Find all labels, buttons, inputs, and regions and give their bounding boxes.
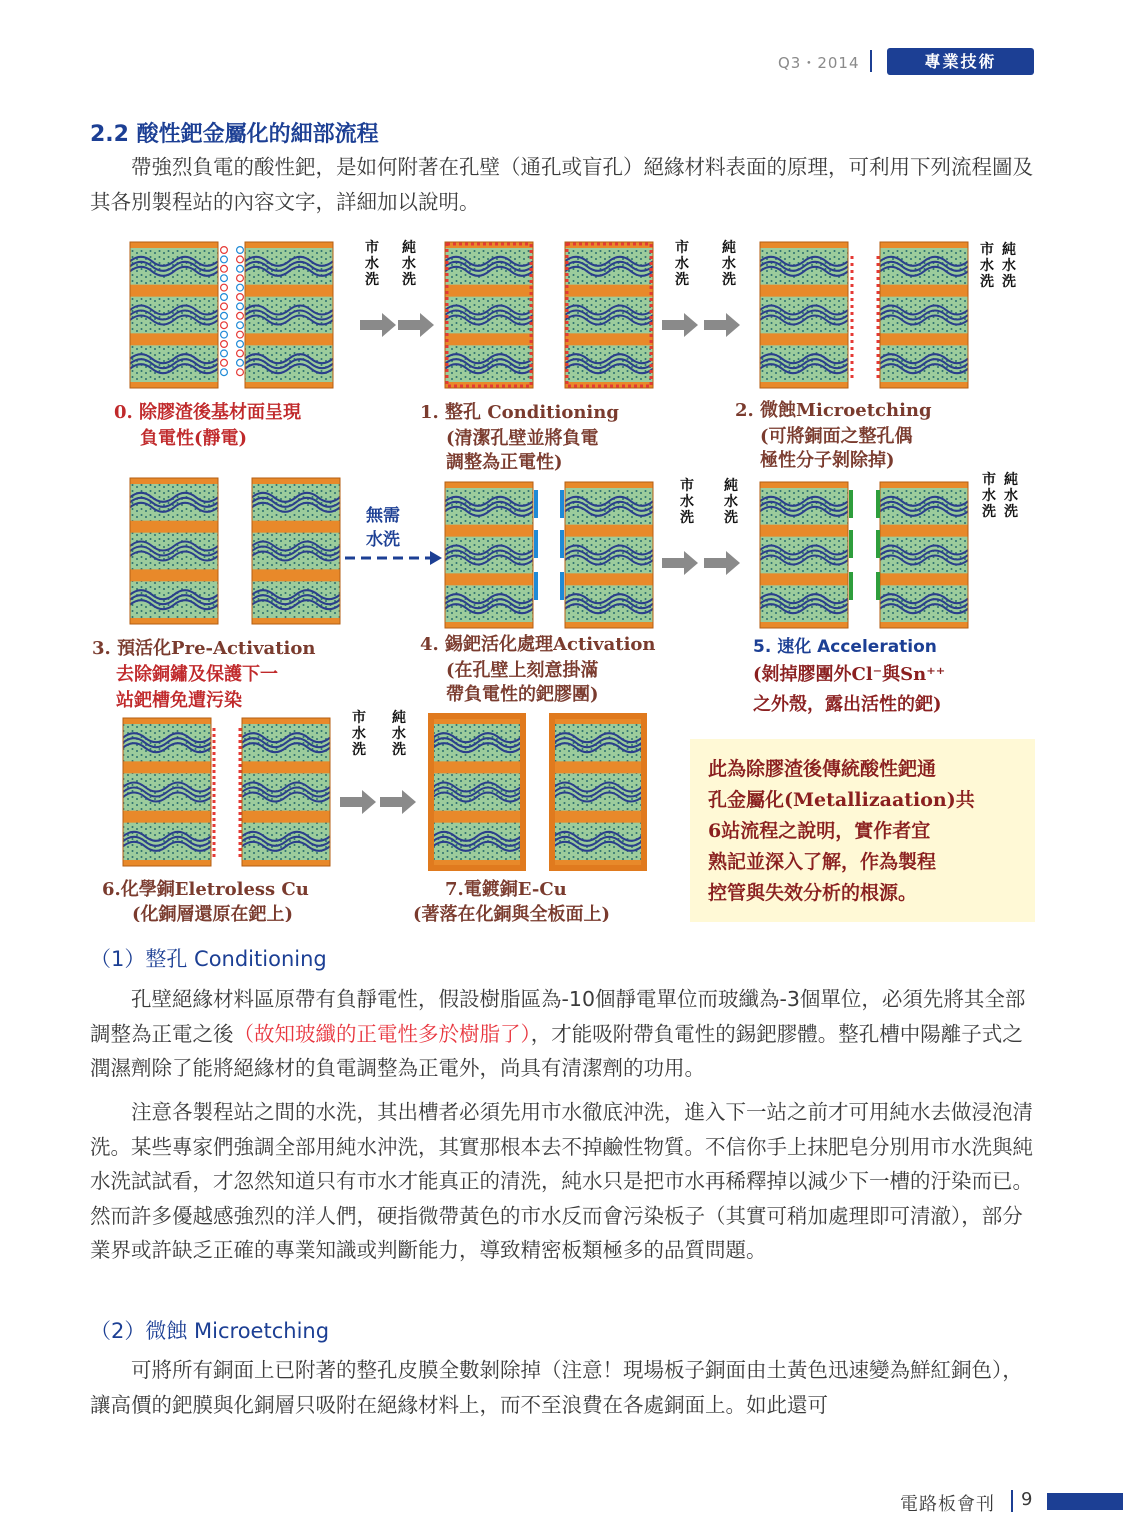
board-r2-1 (130, 478, 218, 624)
process-flow-figure (90, 232, 1035, 922)
microetching-text: 可將所有銅面上已附著的整孔皮膜全數剝除掉（注意！現場板子銅面由土黃色迅速變為鮮紅銅色），讓高價的鈀膜與化銅層只吸附在絕緣材料上，而不至浪費在各處銅面上。如此還可 (90, 1358, 1023, 1417)
conditioning-text-a: 孔壁絕緣材料區原帶有負靜電性，假設樹脂區為-10個靜電單位而玻纖為-3個單位，必須先將其全部調整為正電之後 (90, 987, 1026, 1046)
accel-film-right-1 (876, 490, 880, 518)
rinse-text: 注意各製程站之間的水洗，其出槽者必須先用市水徹底沖洗，進入下一站之前才可用純水去做浸泡清洗。某些專家們強調全部用純水沖洗，其實那根本去不掉鹼性物質。不信你手上抹肥皂分別用市水洗與純水洗試試看，才忽然知道只有市水才能真正的清洗，純水只是把市水再稀釋掉以減少下一槽的汙染而已。然而許多優越感強烈的洋人們，硬指微帶黃色的市水反而會污染板子（其實可稍加處理即可清澈），部分業界或許缺乏正確的專業知識或判斷能力，導致精密板類極多的品質問題。 (90, 1100, 1033, 1262)
footer-divider (1011, 1490, 1013, 1512)
board-r1-4 (565, 242, 653, 388)
process-diagram (90, 232, 1035, 922)
no-rinse-label-1: 無需 (366, 506, 400, 526)
conditioning-note-red: （故知玻纖的正電性多於樹脂了） (233, 1021, 531, 1046)
note-line-2: 孔金屬化(Metallizaation)共 (708, 789, 975, 811)
station-6-title: 6.化學銅Eletroless Cu (102, 879, 309, 900)
subheading-conditioning: （1）整孔 Conditioning (90, 947, 327, 971)
station-0-title: 0. 除膠渣後基材面呈現 (114, 402, 302, 423)
accel-film-right-3 (876, 572, 880, 600)
activation-film-right-1 (560, 490, 564, 518)
station-4-desc2: 帶負電性的鈀膠團) (446, 684, 599, 705)
arrow-7b (380, 790, 416, 814)
arrow-7a (340, 790, 376, 814)
station-4-desc: (在孔壁上刻意掛滿 (446, 660, 599, 681)
station-2-desc2: 極性分子剝除掉) (760, 450, 895, 471)
rinse-char: 純 (722, 240, 736, 256)
arrow-5a (662, 551, 698, 575)
note-line-3: 6站流程之說明，實作者宜 (708, 820, 931, 842)
activation-film-right-3 (560, 572, 564, 600)
board-r2-6 (880, 482, 968, 628)
footer-title: 電路板會刊 (900, 1494, 995, 1515)
board-r3-3 (433, 718, 521, 866)
board-r3-1 (123, 718, 211, 866)
board-r1-1 (130, 242, 218, 388)
rinse-char: 洗 (1004, 504, 1018, 520)
rinse-char: 水 (392, 726, 406, 742)
rinse-char: 洗 (675, 272, 689, 288)
rinse-char: 水 (724, 494, 738, 510)
no-rinse-label-2: 水洗 (366, 530, 400, 550)
board-r1-2 (245, 242, 333, 388)
rinse-char: 水 (980, 258, 994, 274)
rinse-char: 純 (1002, 242, 1016, 258)
rinse-char: 純 (1004, 472, 1018, 488)
rinse-char: 洗 (982, 504, 996, 520)
board-r2-3 (445, 482, 533, 628)
activation-film-left-2 (534, 530, 538, 558)
intro-text: 帶強烈負電的酸性鈀，是如何附著在孔壁（通孔或盲孔）絕緣材料表面的原理，可利用下列流程圖及其各別製程站的內容文字，詳細加以說明。 (90, 155, 1033, 214)
rinse-char: 水 (1004, 488, 1018, 504)
issue-label: Q3・2014 (778, 54, 860, 72)
accel-film-left-1 (849, 490, 853, 518)
rinse-char: 市 (365, 240, 379, 256)
rinse-char: 水 (680, 494, 694, 510)
activation-film-right-2 (560, 530, 564, 558)
station-0-desc: 負電性(靜電) (140, 428, 248, 449)
rinse-char: 市 (675, 240, 689, 256)
station-1-desc: (清潔孔壁並將負電 (446, 428, 599, 449)
board-r2-4 (565, 482, 653, 628)
station-2-title: 2. 微蝕Microetching (735, 400, 932, 421)
activation-film-left-3 (534, 572, 538, 600)
station-5-desc: (剝掉膠團外Cl⁻與Sn⁺⁺ (753, 664, 946, 685)
station-3-desc: 去除銅鏽及保護下一 (116, 664, 278, 685)
arrow-2a (662, 313, 698, 337)
conditioning-paragraph-1 (90, 982, 1034, 1086)
conditioning-text-b: ，才能吸附帶負電性的錫鈀膠體。整孔槽中陽離子式之潤濕劑除了能將絕緣材的負電調整為正電外，尚具有清潔劑的功用。 (90, 1021, 1023, 1080)
rinse-char: 純 (724, 478, 738, 494)
no-rinse-arrowhead (430, 551, 442, 565)
station-5-desc2: 之外殼，露出活性的鈀) (753, 694, 942, 715)
rinse-char: 純 (402, 240, 416, 256)
rinse-char: 純 (392, 710, 406, 726)
rinse-char: 洗 (722, 272, 736, 288)
board-r3-4 (554, 718, 642, 866)
station-3-title: 3. 預活化Pre-Activation (92, 638, 316, 659)
rinse-char: 市 (982, 472, 996, 488)
rinse-char: 水 (352, 726, 366, 742)
station-4-title: 4. 錫鈀活化處理Activation (420, 634, 656, 655)
station-1-desc2: 調整為正電性) (446, 452, 563, 473)
station-1-title: 1. 整孔 Conditioning (420, 402, 619, 423)
arrow-1a (360, 313, 396, 337)
activation-film-left-1 (534, 490, 538, 518)
rinse-char: 洗 (402, 272, 416, 288)
subheading-microetching: （2）微蝕 Microetching (90, 1319, 330, 1343)
rinse-char: 水 (722, 256, 736, 272)
rinse-char: 洗 (1002, 274, 1016, 290)
station-2-desc: (可將銅面之整孔偶 (760, 426, 913, 447)
rinse-char: 洗 (365, 272, 379, 288)
station-7-title: 7.電鍍銅E-Cu (445, 879, 567, 900)
station-7-desc: (著落在化銅與全板面上) (413, 904, 611, 922)
rinse-char: 市 (352, 710, 366, 726)
station-6-desc: (化銅層還原在鈀上) (132, 904, 294, 922)
rinse-char: 市 (980, 242, 994, 258)
rinse-char: 水 (402, 256, 416, 272)
section-title: 2.2 酸性鈀金屬化的細部流程 (90, 122, 379, 147)
board-r1-6 (880, 242, 968, 388)
board-r3-2 (242, 718, 330, 866)
microetching-paragraph (90, 1353, 1034, 1422)
note-line-4: 熟記並深入了解，作為製程 (708, 851, 937, 873)
rinse-paragraph (90, 1095, 1034, 1268)
rinse-char: 洗 (352, 742, 366, 758)
category-tab: 專業技術 (887, 48, 1034, 75)
board-r2-5 (760, 482, 848, 628)
accel-film-left-3 (849, 572, 853, 600)
board-r1-5 (760, 242, 848, 388)
station-5-title: 5. 速化 Acceleration (753, 637, 937, 657)
station-3-desc2: 站鈀槽免遭污染 (116, 690, 242, 711)
board-r1-3 (445, 242, 533, 388)
rinse-char: 市 (680, 478, 694, 494)
arrow-1b (398, 313, 434, 337)
rinse-char: 洗 (980, 274, 994, 290)
rinse-char: 水 (365, 256, 379, 272)
arrow-5b (704, 551, 740, 575)
accel-film-right-2 (876, 530, 880, 558)
rinse-char: 洗 (680, 510, 694, 526)
intro-paragraph (90, 150, 1034, 219)
rinse-char: 水 (1002, 258, 1016, 274)
board-r2-2 (252, 478, 340, 624)
note-line-5: 控管與失效分析的根源。 (708, 882, 918, 904)
accel-film-left-2 (849, 530, 853, 558)
rinse-char: 洗 (724, 510, 738, 526)
rinse-char: 水 (982, 488, 996, 504)
header-divider (870, 50, 872, 72)
arrow-2b (704, 313, 740, 337)
note-line-1: 此為除膠渣後傳統酸性鈀通 (708, 758, 937, 780)
page-number: 9 (1021, 1489, 1033, 1510)
rinse-char: 洗 (392, 742, 406, 758)
charge-column (221, 247, 244, 376)
rinse-char: 水 (675, 256, 689, 272)
footer-bar (1047, 1493, 1123, 1510)
